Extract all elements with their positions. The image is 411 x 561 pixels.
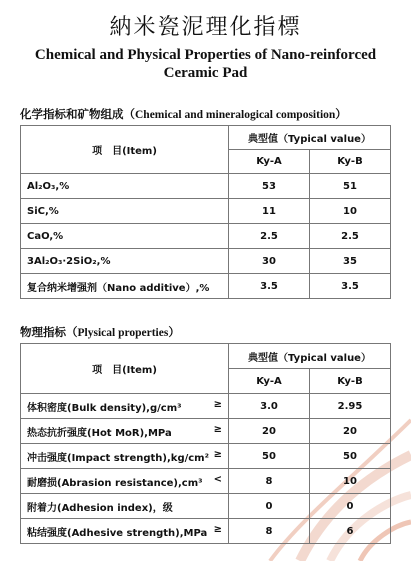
table-row bbox=[21, 274, 391, 299]
table-row bbox=[21, 419, 391, 444]
row-label-text: 耐磨损(Abrasion resistance),cm³ bbox=[27, 477, 203, 489]
value-ky-b: 2.5 bbox=[310, 224, 391, 249]
physical-table bbox=[20, 343, 391, 544]
physical-section-heading: 物理指标（Plysical properties） bbox=[20, 327, 180, 339]
value-ky-a: 53 bbox=[229, 174, 310, 199]
comparison-symbol: ≥ bbox=[213, 398, 222, 410]
row-label: SiC,% bbox=[21, 199, 229, 224]
col-header-ky-b: Ky-B bbox=[310, 150, 391, 174]
table-row bbox=[21, 249, 391, 274]
chemical-table bbox=[20, 125, 391, 299]
row-label bbox=[21, 444, 229, 469]
row-label-text: 热态抗折强度(Hot MoR),MPa bbox=[27, 427, 172, 439]
value-ky-a: 8 bbox=[229, 469, 310, 494]
comparison-symbol: ≥ bbox=[213, 523, 222, 535]
row-label-text: 体积密度(Bulk density),g/cm³ bbox=[27, 402, 182, 414]
row-label: 复合纳米增强剂（Nano additive）,% bbox=[21, 274, 229, 299]
row-label: 3Al₂O₃·2SiO₂,% bbox=[21, 249, 229, 274]
value-ky-b: 35 bbox=[310, 249, 391, 274]
title-english: Chemical and Physical Properties of Nano-reinforced Ceramic Pad bbox=[34, 47, 377, 81]
value-ky-a: 0 bbox=[229, 494, 310, 519]
comparison-symbol: ≥ bbox=[213, 448, 222, 460]
value-ky-a: 11 bbox=[229, 199, 310, 224]
value-ky-b: 10 bbox=[310, 469, 391, 494]
value-ky-a: 3.5 bbox=[229, 274, 310, 299]
table-row bbox=[21, 469, 391, 494]
value-ky-b: 6 bbox=[310, 519, 391, 544]
row-label bbox=[21, 494, 229, 519]
value-ky-a: 50 bbox=[229, 444, 310, 469]
item-header: 项 目(Item) bbox=[21, 126, 229, 174]
value-ky-a: 3.0 bbox=[229, 394, 310, 419]
value-ky-b: 51 bbox=[310, 174, 391, 199]
chemical-section-heading: 化学指标和矿物组成（Chemical and mineralogical composition） bbox=[20, 109, 347, 121]
row-label-text: 附着力(Adhesion index)，级 bbox=[27, 502, 173, 514]
row-label-text: 粘结强度(Adhesive strength),MPa bbox=[27, 527, 208, 539]
comparison-symbol: ≥ bbox=[213, 423, 222, 435]
value-ky-b: 0 bbox=[310, 494, 391, 519]
col-header-ky-a: Ky-A bbox=[229, 369, 310, 394]
col-header-ky-b: Ky-B bbox=[310, 369, 391, 394]
typical-value-header: 典型值（Typical value） bbox=[229, 344, 391, 369]
row-label-text: 冲击强度(Impact strength),kg/cm² bbox=[27, 452, 209, 464]
col-header-ky-a: Ky-A bbox=[229, 150, 310, 174]
row-label bbox=[21, 469, 229, 494]
row-label: Al₂O₃,% bbox=[21, 174, 229, 199]
typical-value-header: 典型值（Typical value） bbox=[229, 126, 391, 150]
title-chinese: 納米瓷泥理化指標 bbox=[109, 15, 302, 40]
value-ky-b: 20 bbox=[310, 419, 391, 444]
table-row bbox=[21, 394, 391, 419]
row-label: CaO,% bbox=[21, 224, 229, 249]
table-row bbox=[21, 224, 391, 249]
table-row bbox=[21, 174, 391, 199]
table-row bbox=[21, 519, 391, 544]
table-row bbox=[21, 199, 391, 224]
row-label bbox=[21, 519, 229, 544]
value-ky-b: 2.95 bbox=[310, 394, 391, 419]
value-ky-a: 20 bbox=[229, 419, 310, 444]
table-row bbox=[21, 494, 391, 519]
value-ky-a: 8 bbox=[229, 519, 310, 544]
comparison-symbol: < bbox=[213, 473, 222, 485]
item-header: 项 目(Item) bbox=[21, 344, 229, 394]
row-label bbox=[21, 419, 229, 444]
value-ky-b: 50 bbox=[310, 444, 391, 469]
value-ky-b: 3.5 bbox=[310, 274, 391, 299]
value-ky-b: 10 bbox=[310, 199, 391, 224]
row-label bbox=[21, 394, 229, 419]
value-ky-a: 2.5 bbox=[229, 224, 310, 249]
value-ky-a: 30 bbox=[229, 249, 310, 274]
table-row bbox=[21, 444, 391, 469]
